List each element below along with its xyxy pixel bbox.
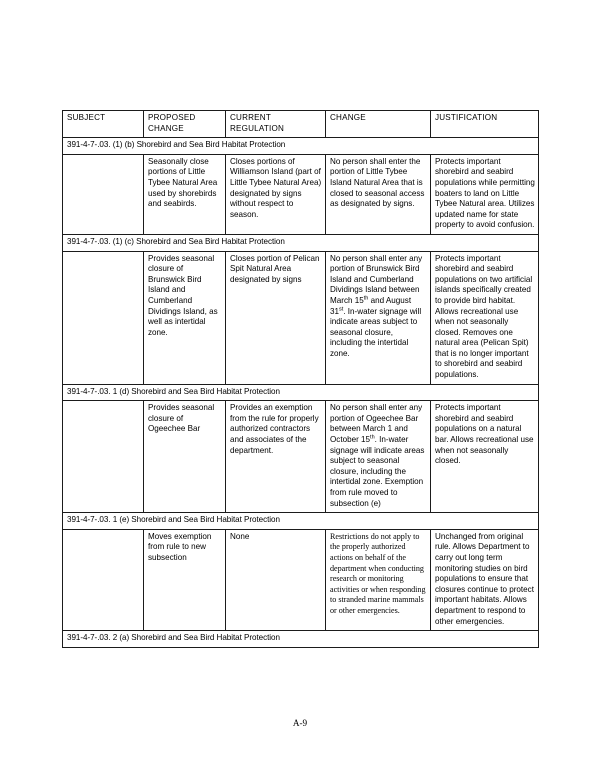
section-heading-label: 391-4-7-.03. (1) (c) Shorebird and Sea Bird Habitat Protection xyxy=(63,234,539,251)
cell-change: No person shall enter any portion of Brunswick Bird Island and Cumberland Dividings Island between March 15th and August 31st. In-water signage will indicate areas subject to seasonal closure, including the intertidal zone. xyxy=(326,251,431,384)
section-heading-row xyxy=(63,384,539,401)
section-heading-label: 391-4-7-.03. 2 (a) Shorebird and Sea Bird Habitat Protection xyxy=(63,631,539,648)
column-header-proposed-change: PROPOSED CHANGE xyxy=(144,111,226,138)
rule-change-table xyxy=(62,110,539,648)
section-heading-row xyxy=(63,138,539,155)
cell-justification: Protects important shorebird and seabird populations while permitting boaters to land on Little Tybee Natural area. Utilizes updated name for state property to avoid confusion. xyxy=(431,154,539,234)
cell-current-regulation: Provides an exemption from the rule for properly authorized contractors and associates of the department. xyxy=(226,401,326,513)
cell-change: Restrictions do not apply to the properly authorized actions on behalf of the department when conducting research or monitoring activities or when responding to stranded marine mammals or other emergencies. xyxy=(326,529,431,630)
cell-proposed-change: Seasonally close portions of Little Tybee Natural Area used by shorebirds and seabirds. xyxy=(144,154,226,234)
cell-justification: Protects important shorebird and seabird populations on two artificial islands specifically created to provide bird habitat. Allows recreational use when not seasonally closed. Removes one natural area (Pelican Spit) that is no longer important to shorebird and seabird populations. xyxy=(431,251,539,384)
column-header-subject: SUBJECT xyxy=(63,111,144,138)
cell-justification: Protects important shorebird and seabird populations on a natural bar. Allows recreational use when not seasonally closed. xyxy=(431,401,539,513)
table-row xyxy=(63,251,539,384)
table-body xyxy=(63,138,539,648)
table-row xyxy=(63,401,539,513)
page-number-footer: A-9 xyxy=(292,718,308,728)
cell-proposed-change: Moves exemption from rule to new subsection xyxy=(144,529,226,630)
table-row xyxy=(63,529,539,630)
cell-current-regulation: None xyxy=(226,529,326,630)
cell-subject xyxy=(63,401,144,513)
section-heading-row xyxy=(63,234,539,251)
cell-proposed-change: Provides seasonal closure of Brunswick Bird Island and Cumberland Dividings Island, as well as intertidal zone. xyxy=(144,251,226,384)
cell-justification: Unchanged from original rule. Allows Department to carry out long term monitoring studies on bird populations to ensure that closures continue to protect important habitats. Allows department to respond to other emergencies. xyxy=(431,529,539,630)
table-header xyxy=(63,111,539,138)
section-heading-label: 391-4-7-.03. 1 (d) Shorebird and Sea Bird Habitat Protection xyxy=(63,384,539,401)
section-heading-row xyxy=(63,513,539,530)
table-row xyxy=(63,154,539,234)
column-header-current-regulation: CURRENT REGULATION xyxy=(226,111,326,138)
section-heading-row xyxy=(63,631,539,648)
section-heading-label: 391-4-7-.03. (1) (b) Shorebird and Sea Bird Habitat Protection xyxy=(63,138,539,155)
section-heading-label: 391-4-7-.03. 1 (e) Shorebird and Sea Bird Habitat Protection xyxy=(63,513,539,530)
cell-change: No person shall enter any portion of Ogeechee Bar between March 1 and October 15th. In-water signage will indicate areas subject to seasonal closure, including the intertidal zone. Exemption from rule moved to subsection (e) xyxy=(326,401,431,513)
cell-proposed-change: Provides seasonal closure of Ogeechee Bar xyxy=(144,401,226,513)
cell-current-regulation: Closes portion of Pelican Spit Natural Area designated by signs xyxy=(226,251,326,384)
cell-current-regulation: Closes portions of Williamson Island (part of Little Tybee Natural Area) designated by signs without respect to season. xyxy=(226,154,326,234)
table-header-row xyxy=(63,111,539,138)
cell-subject xyxy=(63,529,144,630)
cell-subject xyxy=(63,251,144,384)
cell-change: No person shall enter the portion of Little Tybee Island Natural Area that is closed to seasonal access as designated by signs. xyxy=(326,154,431,234)
cell-subject xyxy=(63,154,144,234)
column-header-change: CHANGE xyxy=(326,111,431,138)
column-header-justification: JUSTIFICATION xyxy=(431,111,539,138)
